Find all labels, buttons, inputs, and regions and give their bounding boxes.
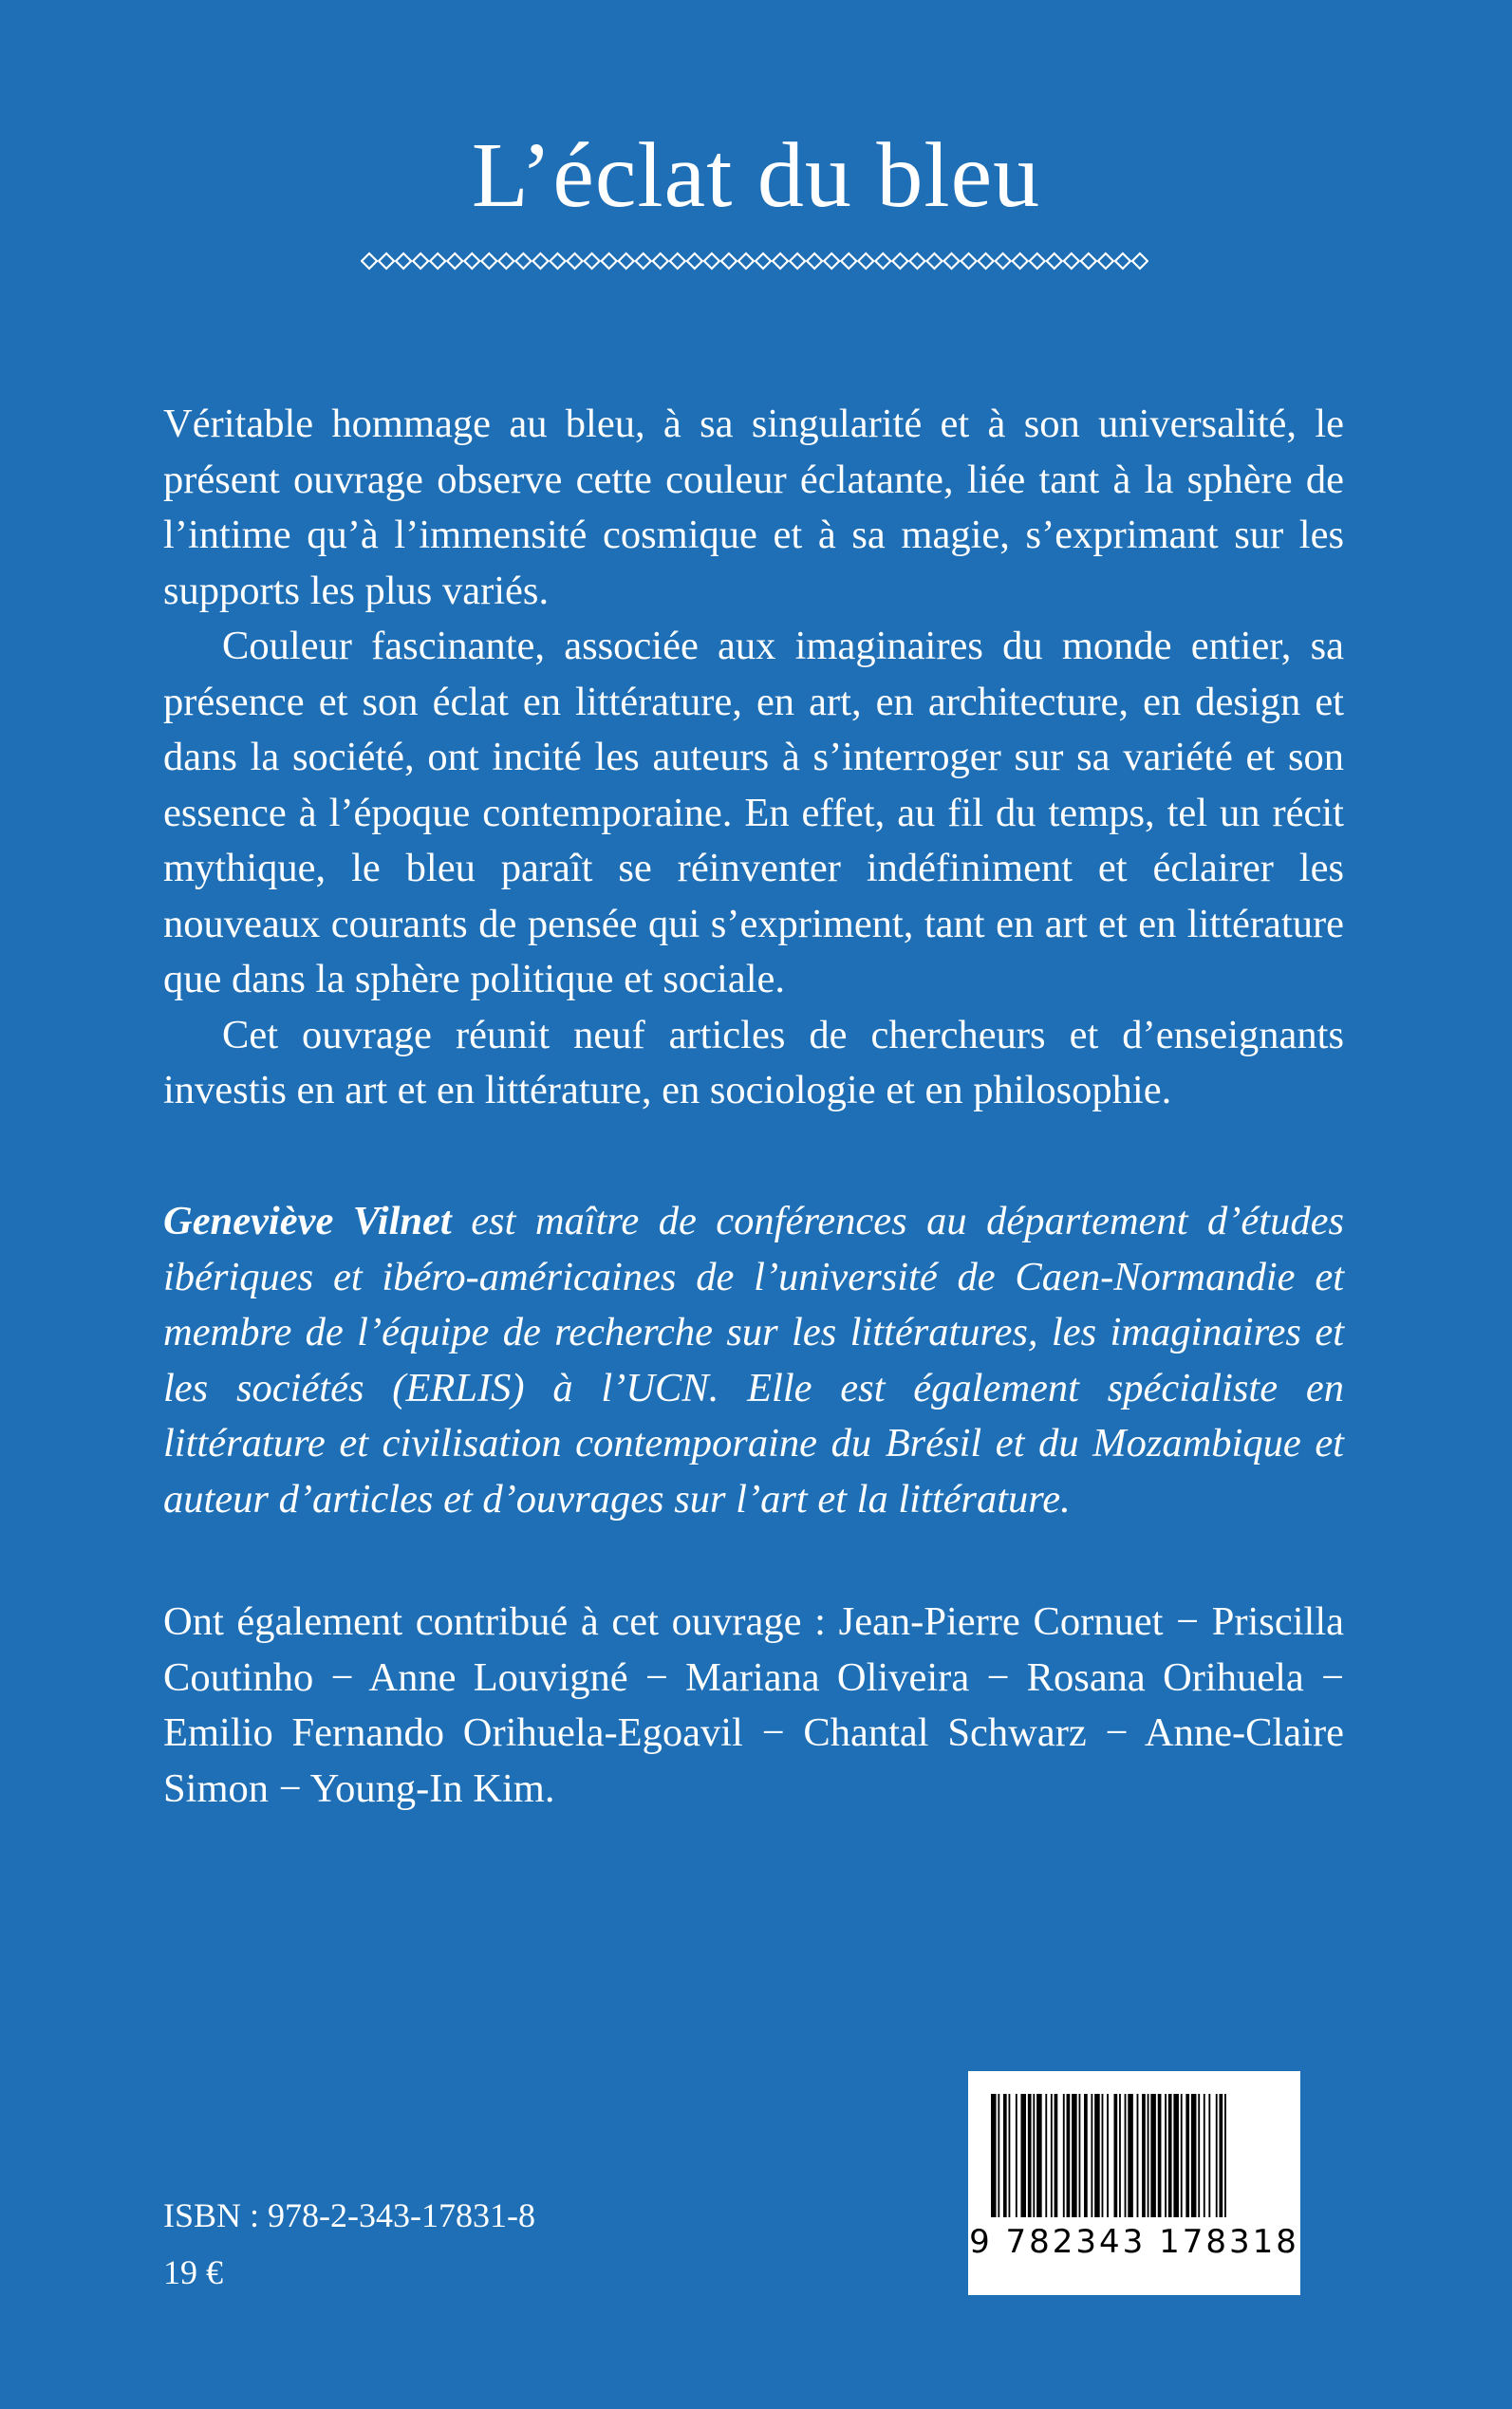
description-paragraph-2: Couleur fascinante, associée aux imaginaires du monde entier, sa présence et son éclat en littérature, en art, en architecture, en design et dans la société, ont incité les auteurs à s’interroger sur sa variété et son essence à l’époque contemporaine. En effet, au fil du temps, tel un récit mythique, le bleu paraît se réinventer indéfiniment et éclairer les nouveaux courants de pensée qui s’expriment, tant en art et en littérature que dans la sphère politique et sociale. (163, 624, 1344, 1001)
barcode (968, 2071, 1300, 2295)
isbn: ISBN : 978-2-343-17831-8 (163, 2196, 535, 2234)
barcode-bar (1020, 2094, 1026, 2217)
barcode-bar (1191, 2094, 1197, 2217)
description (163, 397, 1344, 1119)
author-name: Geneviève Vilnet (163, 1199, 452, 1243)
barcode-bar (998, 2094, 999, 2217)
barcode-bar (1084, 2094, 1088, 2217)
author-bio-text: est maître de conférences au département d’études ibériques et ibéro-américaines de l’université de Caen-Normandie et membre de l’équipe de recherche sur les littératures, les imaginaires et les sociétés (ERLIS) à l’UCN. Elle est également spécialiste en littérature et civilisation contemporaine du Brésil et du Mozambique et auteur d’articles et d’ouvrages sur l’art et la littérature. (163, 1199, 1344, 1522)
barcode-bar (1208, 2094, 1210, 2217)
contributors (163, 1595, 1344, 1817)
barcode-bar (1165, 2094, 1167, 2217)
barcode-bar (1094, 2094, 1100, 2217)
barcode-bar (1185, 2094, 1189, 2217)
barcode-bar (1114, 2094, 1118, 2217)
barcode-bar (1102, 2094, 1104, 2217)
decorative-ornament (361, 249, 1148, 273)
barcode-bar (1072, 2094, 1077, 2217)
barcode-bar (1107, 2094, 1109, 2217)
barcode-bar (1067, 2094, 1071, 2217)
barcode-bar (1033, 2094, 1035, 2217)
contributors-text: Ont également contribué à cet ouvrage : Jean-Pierre Cornuet − Priscilla Coutinho − Anne Louvigné − Mariana Oliveira − Rosana Orihuela − Emilio Fernando Orihuela-Egoavil − Chantal Schwarz − Anne-Claire Simon − Young-In Kim. (163, 1599, 1344, 1811)
barcode-bar (1063, 2094, 1065, 2217)
barcode-bar (1045, 2094, 1047, 2217)
barcode-bar (991, 2094, 997, 2217)
barcode-number: 9 782343 178318 (969, 2223, 1299, 2261)
barcode-bar (1224, 2094, 1226, 2217)
barcode-bar (1173, 2094, 1179, 2217)
description-paragraph-3: Cet ouvrage réunit neuf articles de chercheurs et d’enseignants investis en art et en littérature, en sociologie et en philosophie. (163, 1012, 1344, 1112)
author-bio (163, 1194, 1344, 1527)
barcode-bar (1137, 2094, 1139, 2217)
barcode-bar (1016, 2094, 1017, 2217)
author-bio-paragraph (163, 1194, 1344, 1527)
barcode-bar (1168, 2094, 1172, 2217)
barcode-bar (1091, 2094, 1092, 2217)
barcode-bar (1009, 2094, 1011, 2217)
barcode-bar (1028, 2094, 1032, 2217)
barcode-bar (1036, 2094, 1042, 2217)
price: 19 € (163, 2253, 223, 2291)
barcode-bar (1220, 2094, 1223, 2217)
barcode-bar (1148, 2094, 1149, 2217)
barcode-bar (1003, 2094, 1007, 2217)
barcode-bar (1119, 2094, 1121, 2217)
barcode-bar (1204, 2094, 1205, 2217)
barcode-bar (1051, 2094, 1053, 2217)
barcode-bar (1142, 2094, 1146, 2217)
barcode-bar (1158, 2094, 1162, 2217)
barcode-bar (1079, 2094, 1081, 2217)
barcode-bar (1150, 2094, 1156, 2217)
barcode-icon (985, 2094, 1283, 2217)
barcode-bar (1055, 2094, 1058, 2217)
barcode-bar (1216, 2094, 1218, 2217)
description-paragraph-1: Véritable hommage au bleu, à sa singularité et à son universalité, le présent ouvrage observe cette couleur éclatante, liée tant à la sphère de l’intime qu’à l’immensité cosmique et à sa magie, s’exprimant sur les supports les plus variés. (163, 402, 1344, 613)
barcode-bar (1125, 2094, 1127, 2217)
barcode-bar (1128, 2094, 1133, 2217)
barcode-bar (1181, 2094, 1183, 2217)
barcode-bar (1198, 2094, 1200, 2217)
book-title: L’éclat du bleu (471, 124, 1041, 227)
